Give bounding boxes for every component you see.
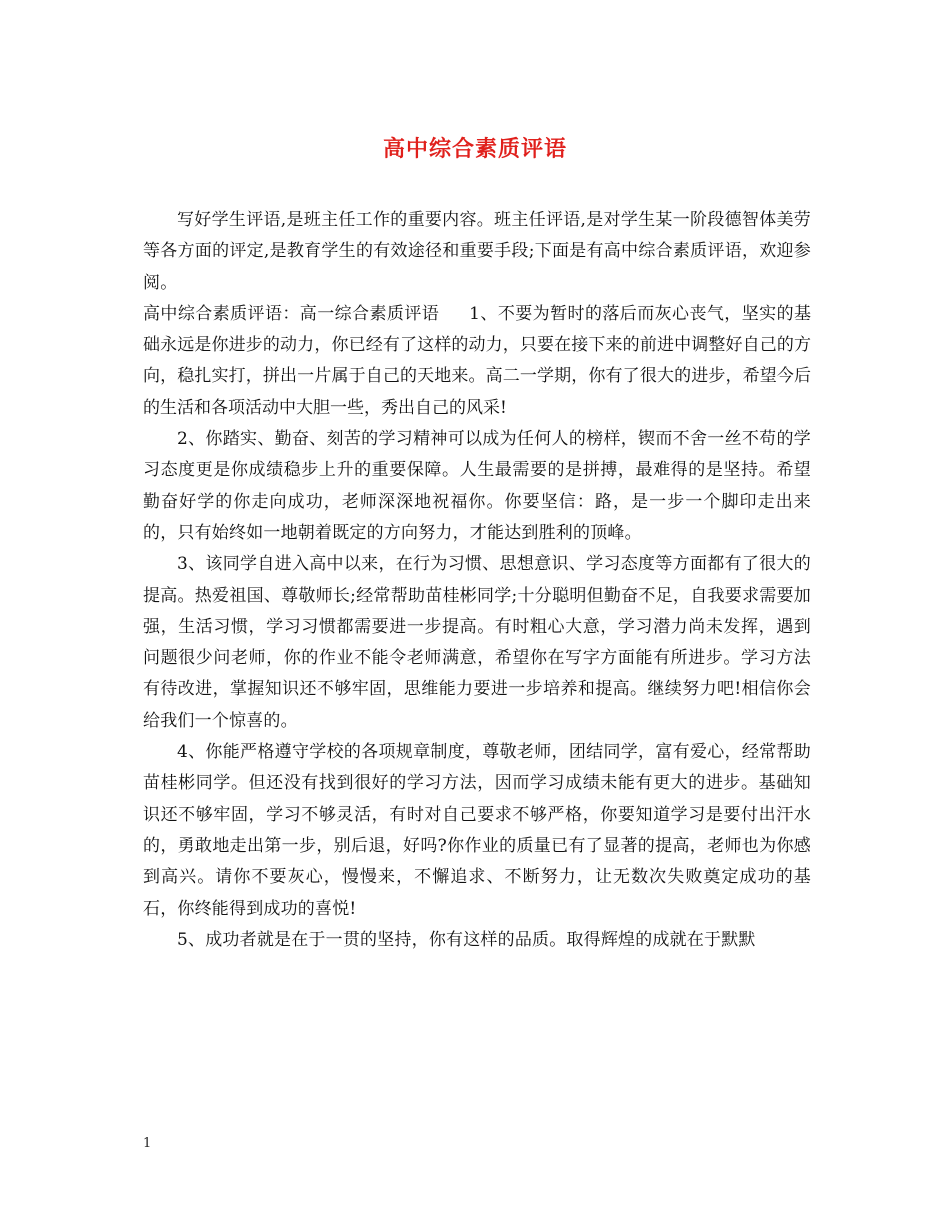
comment-item-4: 4、你能严格遵守学校的各项规章制度，尊敬老师，团结同学，富有爱心，经常帮助苗桂彬同学。但还没有找到很好的学习方法，因而学习成绩未能有更大的进步。基础知识还不够牢固，学习不够灵活，有时对自己要求不够严格，你要知道学习是要付出汗水的，勇敢地走出第一步，别后退，好吗?你作业的质量已有了显著的提高，老师也为你感到高兴。请你不要灰心，慢慢来，不懈追求、不断努力，让无数次失败奠定成功的基石，你终能得到成功的喜悦! bbox=[143, 742, 811, 919]
subheading-with-item-1 bbox=[143, 299, 811, 424]
section-subheading: 高中综合素质评语：高一综合素质评语 bbox=[143, 303, 440, 324]
comment-item-5: 5、成功者就是在于一贯的坚持，你有这样的品质。取得辉煌的成就在于默默 bbox=[177, 929, 756, 950]
comment-item-2: 2、你踏实、勤奋、刻苦的学习精神可以成为任何人的榜样，锲而不舍一丝不苟的学习态度更是你成绩稳步上升的重要保障。人生最需要的是拼搏，最难得的是坚持。希望勤奋好学的你走向成功，老师深深地祝福你。你要坚信：路，是一步一个脚印走出来的，只有始终如一地朝着既定的方向努力，才能达到胜利的顶峰。 bbox=[143, 429, 811, 543]
comment-item-1: 1、不要为暂时的落后而灰心丧气，坚实的基础永远是你进步的动力，你已经有了这样的动力，只要在接下来的前进中调整好自己的方向，稳扎实打，拼出一片属于自己的天地来。高二一学期，你有了很大的进步，希望今后的生活和各项活动中大胆一些，秀出自己的风采! bbox=[143, 303, 811, 418]
comment-item-3: 3、该同学自进入高中以来，在行为习惯、思想意识、学习态度等方面都有了很大的提高。热爱祖国、尊敬师长;经常帮助苗桂彬同学;十分聪明但勤奋不足，自我要求需要加强，生活习惯，学习习惯都需要进一步提高。有时粗心大意，学习潜力尚未发挥，遇到问题很少问老师，你的作业不能令老师满意，希望你在写字方面能有所进步。学习方法有待改进，掌握知识还不够牢固，思维能力要进一步培养和提高。继续努力吧!相信你会给我们一个惊喜的。 bbox=[143, 554, 811, 731]
intro-paragraph: 写好学生评语,是班主任工作的重要内容。班主任评语,是对学生某一阶段德智体美劳等各方面的评定,是教育学生的有效途径和重要手段;下面是有高中综合素质评语，欢迎参阅。 bbox=[143, 210, 811, 293]
document-title: 高中综合素质评语 bbox=[382, 136, 567, 162]
page-number: 1 bbox=[143, 1136, 152, 1151]
document-body bbox=[143, 205, 811, 956]
